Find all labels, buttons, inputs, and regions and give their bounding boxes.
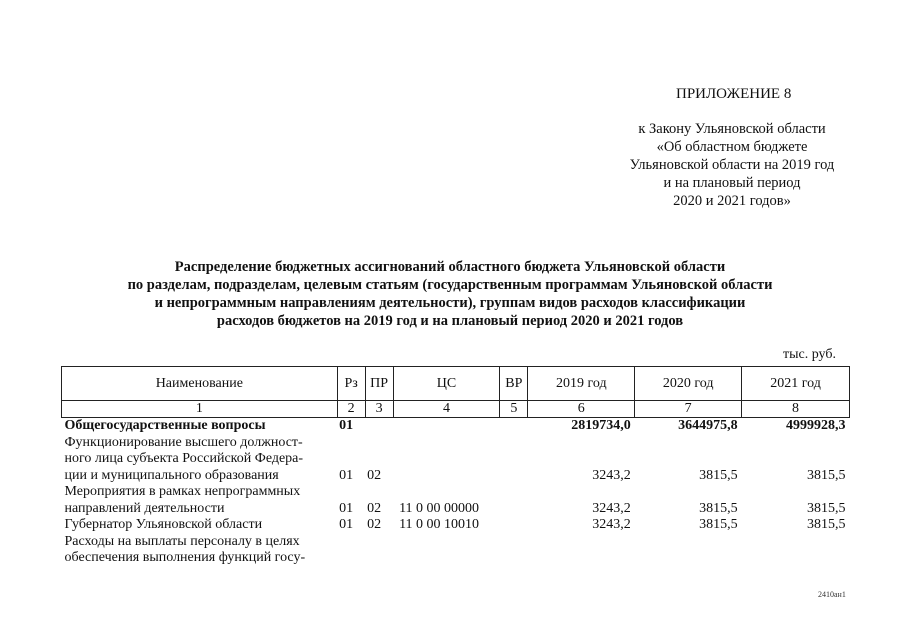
row-name-line: Мероприятия в рамках непрограммных (64, 484, 301, 499)
units-label: тыс. руб. (783, 347, 836, 362)
table-header-row (62, 367, 850, 401)
column-number: 1 (62, 401, 338, 418)
document-title-line: Распределение бюджетных ассигнований областного бюджета Ульяновской области (174, 259, 726, 275)
row-vr (500, 517, 528, 534)
table-row (62, 484, 850, 517)
row-2019: 2819734,0 (571, 418, 631, 433)
column-number: 5 (500, 401, 528, 418)
row-2021: 4999928,3 (786, 418, 846, 433)
row-name-line: ного лица субъекта Российской Федера- (64, 451, 304, 466)
row-name-line: обеспечения выполнения функций госу- (64, 550, 306, 565)
row-name-line: ции и муниципального образования (64, 467, 279, 483)
header-2019: 2019 год (528, 367, 635, 401)
table-row (62, 534, 850, 567)
row-name (62, 484, 338, 517)
column-number-row (62, 401, 850, 418)
row-pr: 02 (367, 467, 382, 483)
law-reference-line: Ульяновской области на 2019 год (629, 157, 835, 173)
row-name (62, 517, 338, 534)
row-name (62, 435, 338, 485)
row-rz (337, 534, 365, 567)
row-2020 (635, 534, 742, 567)
row-cs (393, 435, 500, 485)
row-name (62, 418, 338, 435)
table-row (62, 435, 850, 485)
header-2021: 2021 год (742, 367, 850, 401)
law-reference-line: и на плановый период (663, 175, 801, 191)
row-name-line: Расходы на выплаты персоналу в целях (64, 533, 300, 549)
table-body (62, 418, 850, 567)
header-name: Наименование (62, 367, 338, 401)
row-name-line: Губернатор Ульяновской области (64, 517, 263, 532)
row-2019: 3243,2 (592, 500, 631, 516)
document-title (80, 258, 820, 330)
row-rz: 01 (339, 418, 354, 433)
row-2019: 3243,2 (592, 467, 631, 483)
row-rz: 01 (339, 517, 354, 532)
row-pr: 02 (367, 500, 382, 516)
budget-table (61, 366, 850, 567)
row-pr (365, 418, 393, 435)
row-2019 (528, 534, 635, 567)
column-number: 8 (742, 401, 850, 418)
row-2019: 3243,2 (592, 517, 631, 532)
row-2020: 3644975,8 (678, 418, 738, 433)
row-2021: 3815,5 (807, 517, 846, 532)
row-vr (500, 534, 528, 567)
header-cs: ЦС (393, 367, 500, 401)
column-number: 3 (365, 401, 393, 418)
row-name-line: Общегосударственные вопросы (64, 418, 266, 433)
page-stamp: 2410ан1 (818, 590, 846, 599)
row-rz: 01 (339, 467, 354, 483)
table-row (62, 517, 850, 534)
document-title-line: и непрограммным направлениям деятельности), группам видов расходов классификации (154, 295, 746, 311)
row-rz: 01 (339, 500, 354, 516)
header-pr: ПР (365, 367, 393, 401)
row-cs: 11 0 00 00000 (399, 500, 480, 516)
law-reference-line: «Об областном бюджете (656, 139, 808, 155)
row-cs (393, 418, 500, 435)
row-vr (500, 418, 528, 435)
header-2020: 2020 год (635, 367, 742, 401)
column-number: 6 (528, 401, 635, 418)
row-2020: 3815,5 (699, 517, 738, 532)
document-title-line: расходов бюджетов на 2019 год и на плановый период 2020 и 2021 годов (216, 313, 684, 329)
row-2020: 3815,5 (699, 467, 738, 483)
document-title-line: по разделам, подразделам, целевым статьям (государственным программам Ульяновской области (127, 277, 773, 293)
column-number: 4 (393, 401, 500, 418)
row-2021: 3815,5 (807, 467, 846, 483)
law-reference-line: к Закону Ульяновской области (638, 121, 826, 137)
law-reference-line: 2020 и 2021 годов» (673, 193, 791, 209)
header-vr: ВР (500, 367, 528, 401)
row-name-line: Функционирование высшего должност- (64, 434, 303, 450)
column-number: 7 (635, 401, 742, 418)
row-2021 (742, 534, 850, 567)
row-cs: 11 0 00 10010 (399, 517, 480, 532)
row-vr (500, 484, 528, 517)
row-2021: 3815,5 (807, 500, 846, 516)
row-pr: 02 (367, 517, 382, 532)
appendix-title: ПРИЛОЖЕНИЕ 8 (676, 86, 792, 102)
row-name-line: направлений деятельности (64, 500, 225, 516)
law-reference (600, 120, 864, 210)
table-row (62, 418, 850, 435)
row-vr (500, 435, 528, 485)
row-pr (365, 534, 393, 567)
column-number: 2 (337, 401, 365, 418)
row-name (62, 534, 338, 567)
header-rz: Рз (337, 367, 365, 401)
row-2020: 3815,5 (699, 500, 738, 516)
row-cs (393, 534, 500, 567)
